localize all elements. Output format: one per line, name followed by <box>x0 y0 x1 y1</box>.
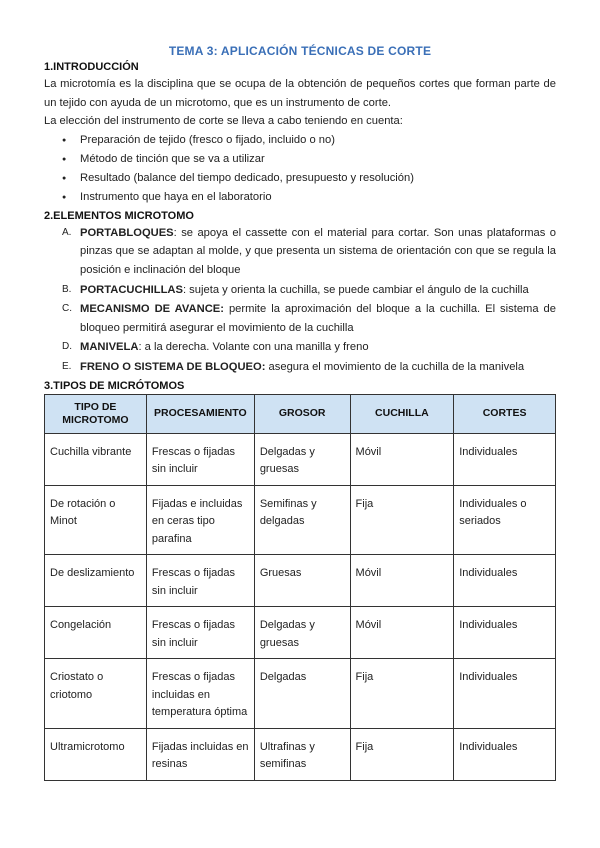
table-row <box>45 433 556 485</box>
intro-paragraph: La microtomía es la disciplina que se ocupa de la obtención de pequeños cortes que forman parte de un tejido con ayuda de un microtomo, que es un instrumento de corte. <box>44 78 556 109</box>
definition: : sujeta y orienta la cuchilla, se puede cambiar el ángulo de la cuchilla <box>182 283 529 296</box>
table-cell: Individuales <box>454 433 556 485</box>
table-cell: Criostato o criotomo <box>45 659 147 729</box>
list-item <box>62 300 556 337</box>
section-heading-elements: 2.ELEMENTOS MICROTOMO <box>44 209 194 222</box>
table-cell: Delgadas y gruesas <box>254 607 350 659</box>
definition: : se apoya el cassette con el material para cortar. Son unas plataformas o pinzas que se adaptan al molde, y que presenta un sistema de orientación con que se regula la posición e inclinación del bloque <box>80 226 556 276</box>
list-marker: E. <box>62 360 72 372</box>
table-cell: Ultrafinas y semifinas <box>254 728 350 780</box>
table-cell: Cuchilla vibrante <box>45 433 147 485</box>
section-heading-intro: 1.INTRODUCCIÓN <box>44 61 139 73</box>
definition: : a la derecha. Volante con una manilla y freno <box>138 341 369 354</box>
section-heading-types: 3.TIPOS DE MICRÓTOMOS <box>44 379 185 392</box>
table-row <box>45 659 556 729</box>
table-cell: Delgadas <box>254 659 350 729</box>
table-cell: Móvil <box>350 555 454 607</box>
list-item: ● Preparación de tejido (fresco o fijado, incluido o no) <box>80 131 556 150</box>
table-cell: Frescas o fijadas sin incluir <box>146 555 254 607</box>
elements-list <box>44 224 556 377</box>
table-cell: Individuales <box>454 659 556 729</box>
table-cell: Delgadas y gruesas <box>254 433 350 485</box>
table-cell: Móvil <box>350 433 454 485</box>
list-item <box>62 338 556 357</box>
table-cell: Fija <box>350 485 454 555</box>
list-item: ● Resultado (balance del tiempo dedicado, presupuesto y resolución) <box>80 169 556 188</box>
definition: asegura el movimiento de la cuchilla de la manivela <box>265 360 525 373</box>
table-cell: Frescas o fijadas sin incluir <box>146 607 254 659</box>
term: PORTACUCHILLAS <box>80 283 183 296</box>
column-header: PROCESAMIENTO <box>146 394 254 433</box>
table-cell: Gruesas <box>254 555 350 607</box>
definition: permite la aproximación del bloque a la cuchilla. El sistema de bloqueo permitirá asegurar el movimiento de la cuchilla <box>80 303 556 334</box>
table-cell: Congelación <box>45 607 147 659</box>
table-header-row <box>45 394 556 433</box>
intro-paragraph-criteria: La elección del instrumento de corte se lleva a cabo teniendo en cuenta: <box>44 115 403 128</box>
list-marker: A. <box>62 226 72 238</box>
table-cell: Individuales <box>454 607 556 659</box>
list-marker: D. <box>62 341 72 353</box>
table-cell: De rotación o Minot <box>45 485 147 555</box>
term: MECANISMO DE AVANCE: <box>80 303 224 316</box>
column-header: CORTES <box>454 394 556 433</box>
table-cell: Individuales o seriados <box>454 485 556 555</box>
table-cell: Frescas o fijadas incluidas en temperatura óptima <box>146 659 254 729</box>
term: FRENO O SISTEMA DE BLOQUEO: <box>80 360 266 373</box>
table-cell: Móvil <box>350 607 454 659</box>
page-title: TEMA 3: APLICACIÓN TÉCNICAS DE CORTE <box>168 44 432 58</box>
column-header: TIPO DE MICROTOMO <box>45 394 147 433</box>
criteria-list <box>44 131 556 207</box>
list-marker: B. <box>62 283 72 295</box>
list-item: ● Método de tinción que se va a utilizar <box>80 150 556 169</box>
table-row <box>45 607 556 659</box>
table-cell: Ultramicrotomo <box>45 728 147 780</box>
list-item: ● Instrumento que haya en el laboratorio <box>80 188 556 207</box>
microtome-types-table <box>44 394 556 781</box>
list-marker: C. <box>62 303 72 315</box>
table-row <box>45 555 556 607</box>
table-cell: De deslizamiento <box>45 555 147 607</box>
table-row <box>45 728 556 780</box>
column-header: GROSOR <box>254 394 350 433</box>
list-item <box>62 358 556 377</box>
table-cell: Fija <box>350 659 454 729</box>
table-cell: Individuales <box>454 555 556 607</box>
table-cell: Individuales <box>454 728 556 780</box>
table-cell: Fija <box>350 728 454 780</box>
column-header: CUCHILLA <box>350 394 454 433</box>
table-cell: Fijadas e incluidas en ceras tipo parafina <box>146 485 254 555</box>
table-cell: Semifinas y delgadas <box>254 485 350 555</box>
term: MANIVELA <box>80 341 139 354</box>
table-cell: Fijadas incluidas en resinas <box>146 728 254 780</box>
list-item <box>62 281 556 300</box>
term: PORTABLOQUES <box>80 226 174 239</box>
list-item <box>62 224 556 280</box>
table-cell: Frescas o fijadas sin incluir <box>146 433 254 485</box>
table-row <box>45 485 556 555</box>
